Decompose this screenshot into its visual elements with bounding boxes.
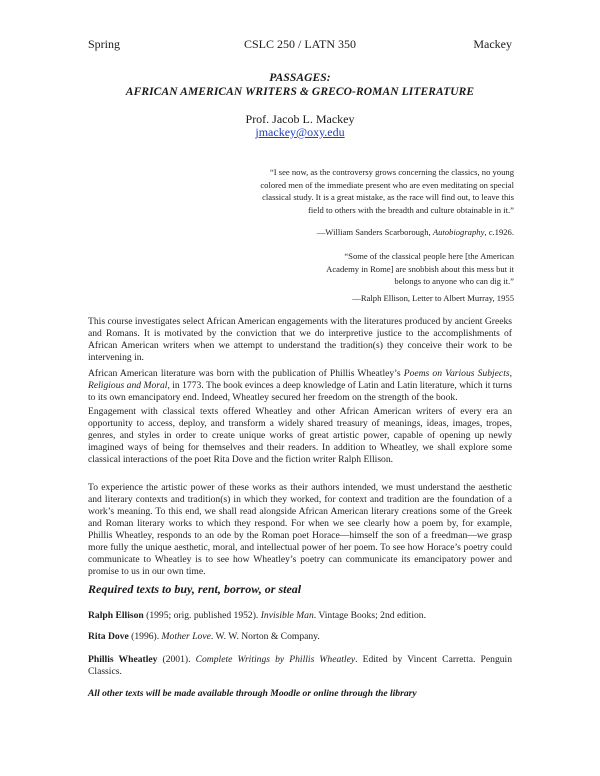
paragraph-artistic-power: To experience the artistic power of these works as their authors intended, we must understand the aesthetic and literary contexts and tradition(s) in which they worked, for context and tradition are the foundation of a work’s meaning. To this end, we shall read alongside African American literary creations some of the Greek and Roman literary works to which they respond. For when we see clearly how a poem by, for example, Phillis Wheatley, responds to an ode by the Roman poet Horace—himself the son of a freedman—we grasp more fully the unique aesthetic, moral, and intellectual power of her poem. To see how Horace’s poetry could communicate to Wheatley is to see how Wheatley’s poetry can communicate its emancipatory power and promise to us in our own time. — [88, 482, 512, 577]
paragraph-course-intro: This course investigates select African American engagements with the literatures produced by ancient Greeks and Romans. It is motivated by the conviction that we do interpretive justice to the accomplishments of African American writers when we attempt to understand the tradition(s) they conceive their work to be intervening in. — [88, 316, 512, 363]
header-course-code: CSLC 250 / LATN 350 — [243, 37, 356, 51]
p2-text-a: African American literature was born with the publication of Phillis Wheatley’s — [88, 368, 404, 379]
book-title: Complete Writings by Phillis Wheatley — [195, 654, 356, 665]
book-post: . Vintage Books; 2nd edition. — [313, 610, 426, 621]
paragraph-engagement: Engagement with classical texts offered Wheatley and other African American writers of every era an opportunity to access, deploy, and transform a widely shared treasury of meanings, ideas, images, tropes, genres, and styles in order to create unique works of great artistic power, capable of opening up newly imagined ways of being for themselves and their readers. In addition to Wheatley, we shall explore some classical interactions of the poet Rita Dove and the fiction writer Ralph Ellison. — [88, 406, 512, 465]
book-pre: (1995; orig. published 1952). — [143, 610, 261, 621]
book-entry — [88, 631, 512, 643]
book-title: Mother Love — [161, 631, 211, 642]
epigraph-ellison-attribution: —Ralph Ellison, Letter to Albert Murray, 1955 — [352, 293, 514, 303]
instructor-name: Prof. Jacob L. Mackey — [245, 112, 355, 126]
required-texts-heading: Required texts to buy, rent, borrow, or steal — [88, 582, 302, 596]
book-author: Ralph Ellison — [88, 610, 144, 621]
p2-work-title: Poems on Various Subjects, Religious and Moral, — [88, 368, 512, 391]
course-title-line1: PASSAGES: — [269, 72, 331, 84]
book-entry — [88, 610, 512, 622]
epigraph-scarborough: “I see now, as the controversy grows concerning the classics, no young colored men of the immediate present who are even meditating on special classical study. It is a great mistake, as the race will find out, to leave this field to others with the breadth and culture obtainable in it.” — [260, 167, 514, 215]
book-post: . Edited by Vincent Carretta. Penguin Classics. — [88, 654, 513, 677]
header-term: Spring — [88, 37, 121, 51]
attribution-suffix: , c.1926. — [484, 227, 514, 237]
attribution-prefix: —William Sanders Scarborough, — [316, 227, 433, 237]
book-post: . W. W. Norton & Company. — [210, 631, 320, 642]
book-entry — [88, 654, 512, 678]
book-author: Rita Dove — [88, 631, 129, 642]
book-title: Invisible Man — [260, 610, 314, 621]
paragraph-wheatley — [88, 368, 512, 404]
header-instructor: Mackey — [473, 37, 512, 51]
book-author: Phillis Wheatley — [88, 654, 158, 665]
book-pre: (1996). — [128, 631, 162, 642]
epigraph-ellison: “Some of the classical people here [the American Academy in Rome] are snobbish about this mess but it belongs to anyone who can dig it.” — [326, 251, 514, 286]
book-pre: (2001). — [157, 654, 196, 665]
course-title-line2: AFRICAN AMERICAN WRITERS & GRECO-ROMAN LITERATURE — [125, 86, 475, 98]
epigraph-scarborough-attribution — [254, 226, 514, 239]
texts-availability-note: All other texts will be made available through Moodle or online through the library — [88, 688, 417, 699]
attribution-work: Autobiography — [432, 227, 485, 237]
instructor-email-link[interactable]: jmackey@oxy.edu — [255, 125, 345, 139]
p2-text-b: in 1773. The book evinces a deep knowledge of Latin and Latin literature, which it turns to its own emancipatory end. Indeed, Wheatley secured her freedom on the strength of the book. — [88, 380, 512, 403]
